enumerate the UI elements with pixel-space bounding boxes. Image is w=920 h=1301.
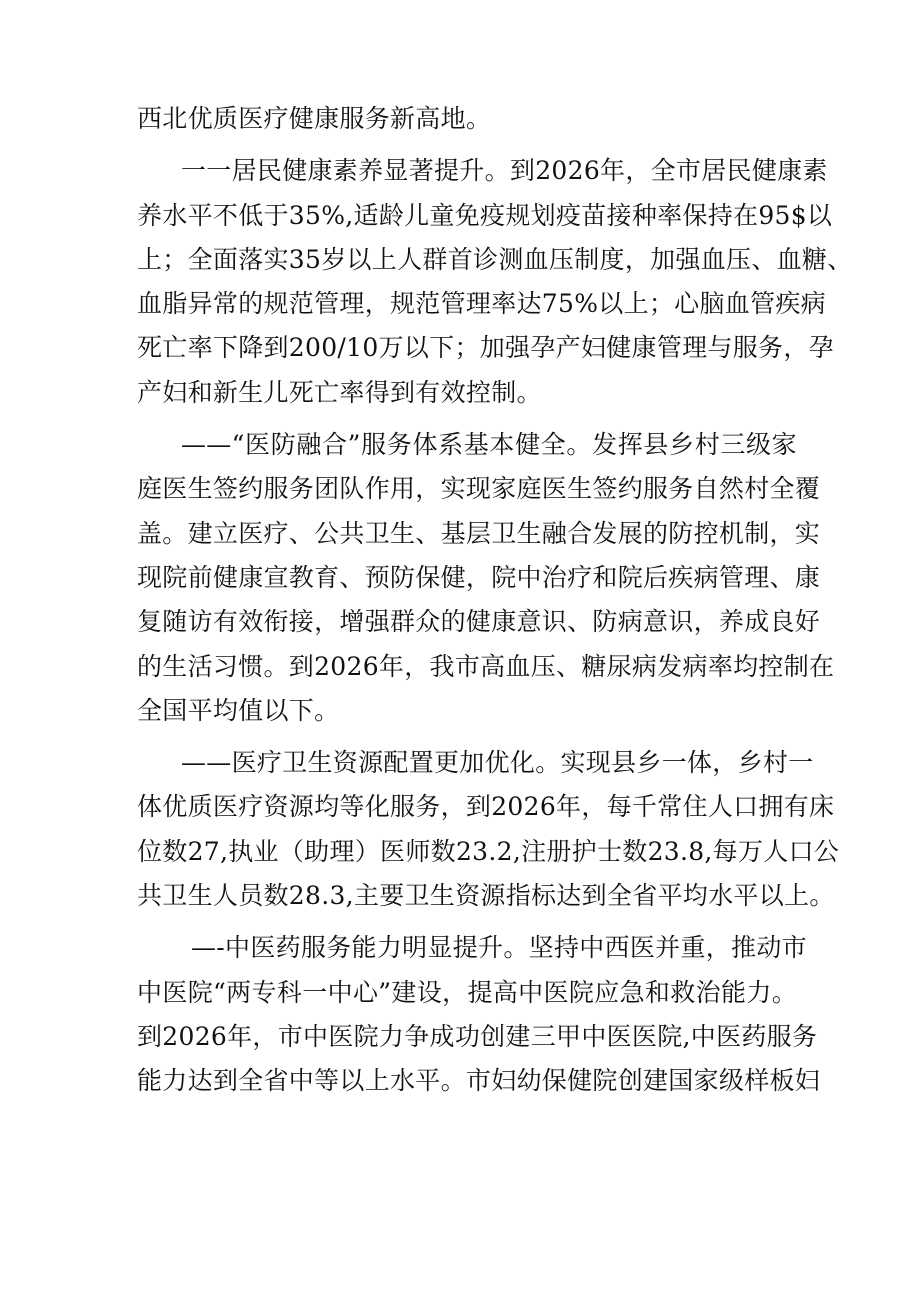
text-line: 位数27,执业（助理）医师数23.2,注册护士数23.8,每万人口公: [137, 836, 840, 866]
text-line: 盖。建立医疗、公共卫生、基层卫生融合发展的防控机制，实: [137, 518, 821, 548]
paragraph-start-line: —-中医药服务能力明显提升。坚持中西医并重，推动市: [191, 933, 807, 963]
text-line: 上；全面落实35岁以上人群首诊测血压制度，加强血压、血糖、: [137, 244, 853, 274]
text-line: 全国平均值以下。: [137, 695, 340, 725]
body-text: [137, 97, 853, 1104]
paragraph-start-line: ——医疗卫生资源配置更加优化。实现县乡一体，乡村一: [181, 748, 814, 778]
text-line: 中医院“两专科一中心”建设，提高中医院应急和救治能力。: [137, 977, 797, 1007]
text-line: 的生活习惯。到2026年，我市高血压、糖尿病发病率均控制在: [137, 651, 835, 681]
text-line: 能力达到全省中等以上水平。市妇幼保健院创建国家级样板妇: [137, 1066, 821, 1096]
text-line: 死亡率下降到200/10万以下；加强孕产妇健康管理与服务，孕: [137, 333, 834, 363]
text-line: 体优质医疗资源均等化服务，到2026年，每千常住人口拥有床: [137, 792, 835, 822]
text-line: 现院前健康宣教育、预防保健，院中治疗和院后疾病管理、康: [137, 562, 821, 592]
text-line: 血脂异常的规范管理，规范管理率达75%以上；心脑血管疾病: [137, 289, 826, 319]
text-line: 产妇和新生儿死亡率得到有效控制。: [137, 377, 542, 407]
text-line: 庭医生签约服务团队作用，实现家庭医生签约服务自然村全覆: [137, 474, 821, 504]
text-line: 复随访有效衔接，增强群众的健康意识、防病意识，养成良好: [137, 607, 821, 637]
text-line: 西北优质医疗健康服务新高地。: [137, 104, 492, 133]
paragraph-start-line: 一一居民健康素养显著提升。到2026年，全市居民健康素: [181, 156, 828, 186]
text-line: 共卫生人员数28.3,主要卫生资源指标达到全省平均水平以上。: [137, 881, 835, 911]
text-line: 到2026年，市中医院力争成功创建三甲中医医院,中医药服务: [137, 1021, 818, 1051]
text-line: 养水平不低于35%,适龄儿童免疫规划疫苗接种率保持在95$以: [137, 200, 833, 230]
paragraph-start-line: ——“医防融合”服务体系基本健全。发挥县乡村三级家: [181, 430, 797, 460]
